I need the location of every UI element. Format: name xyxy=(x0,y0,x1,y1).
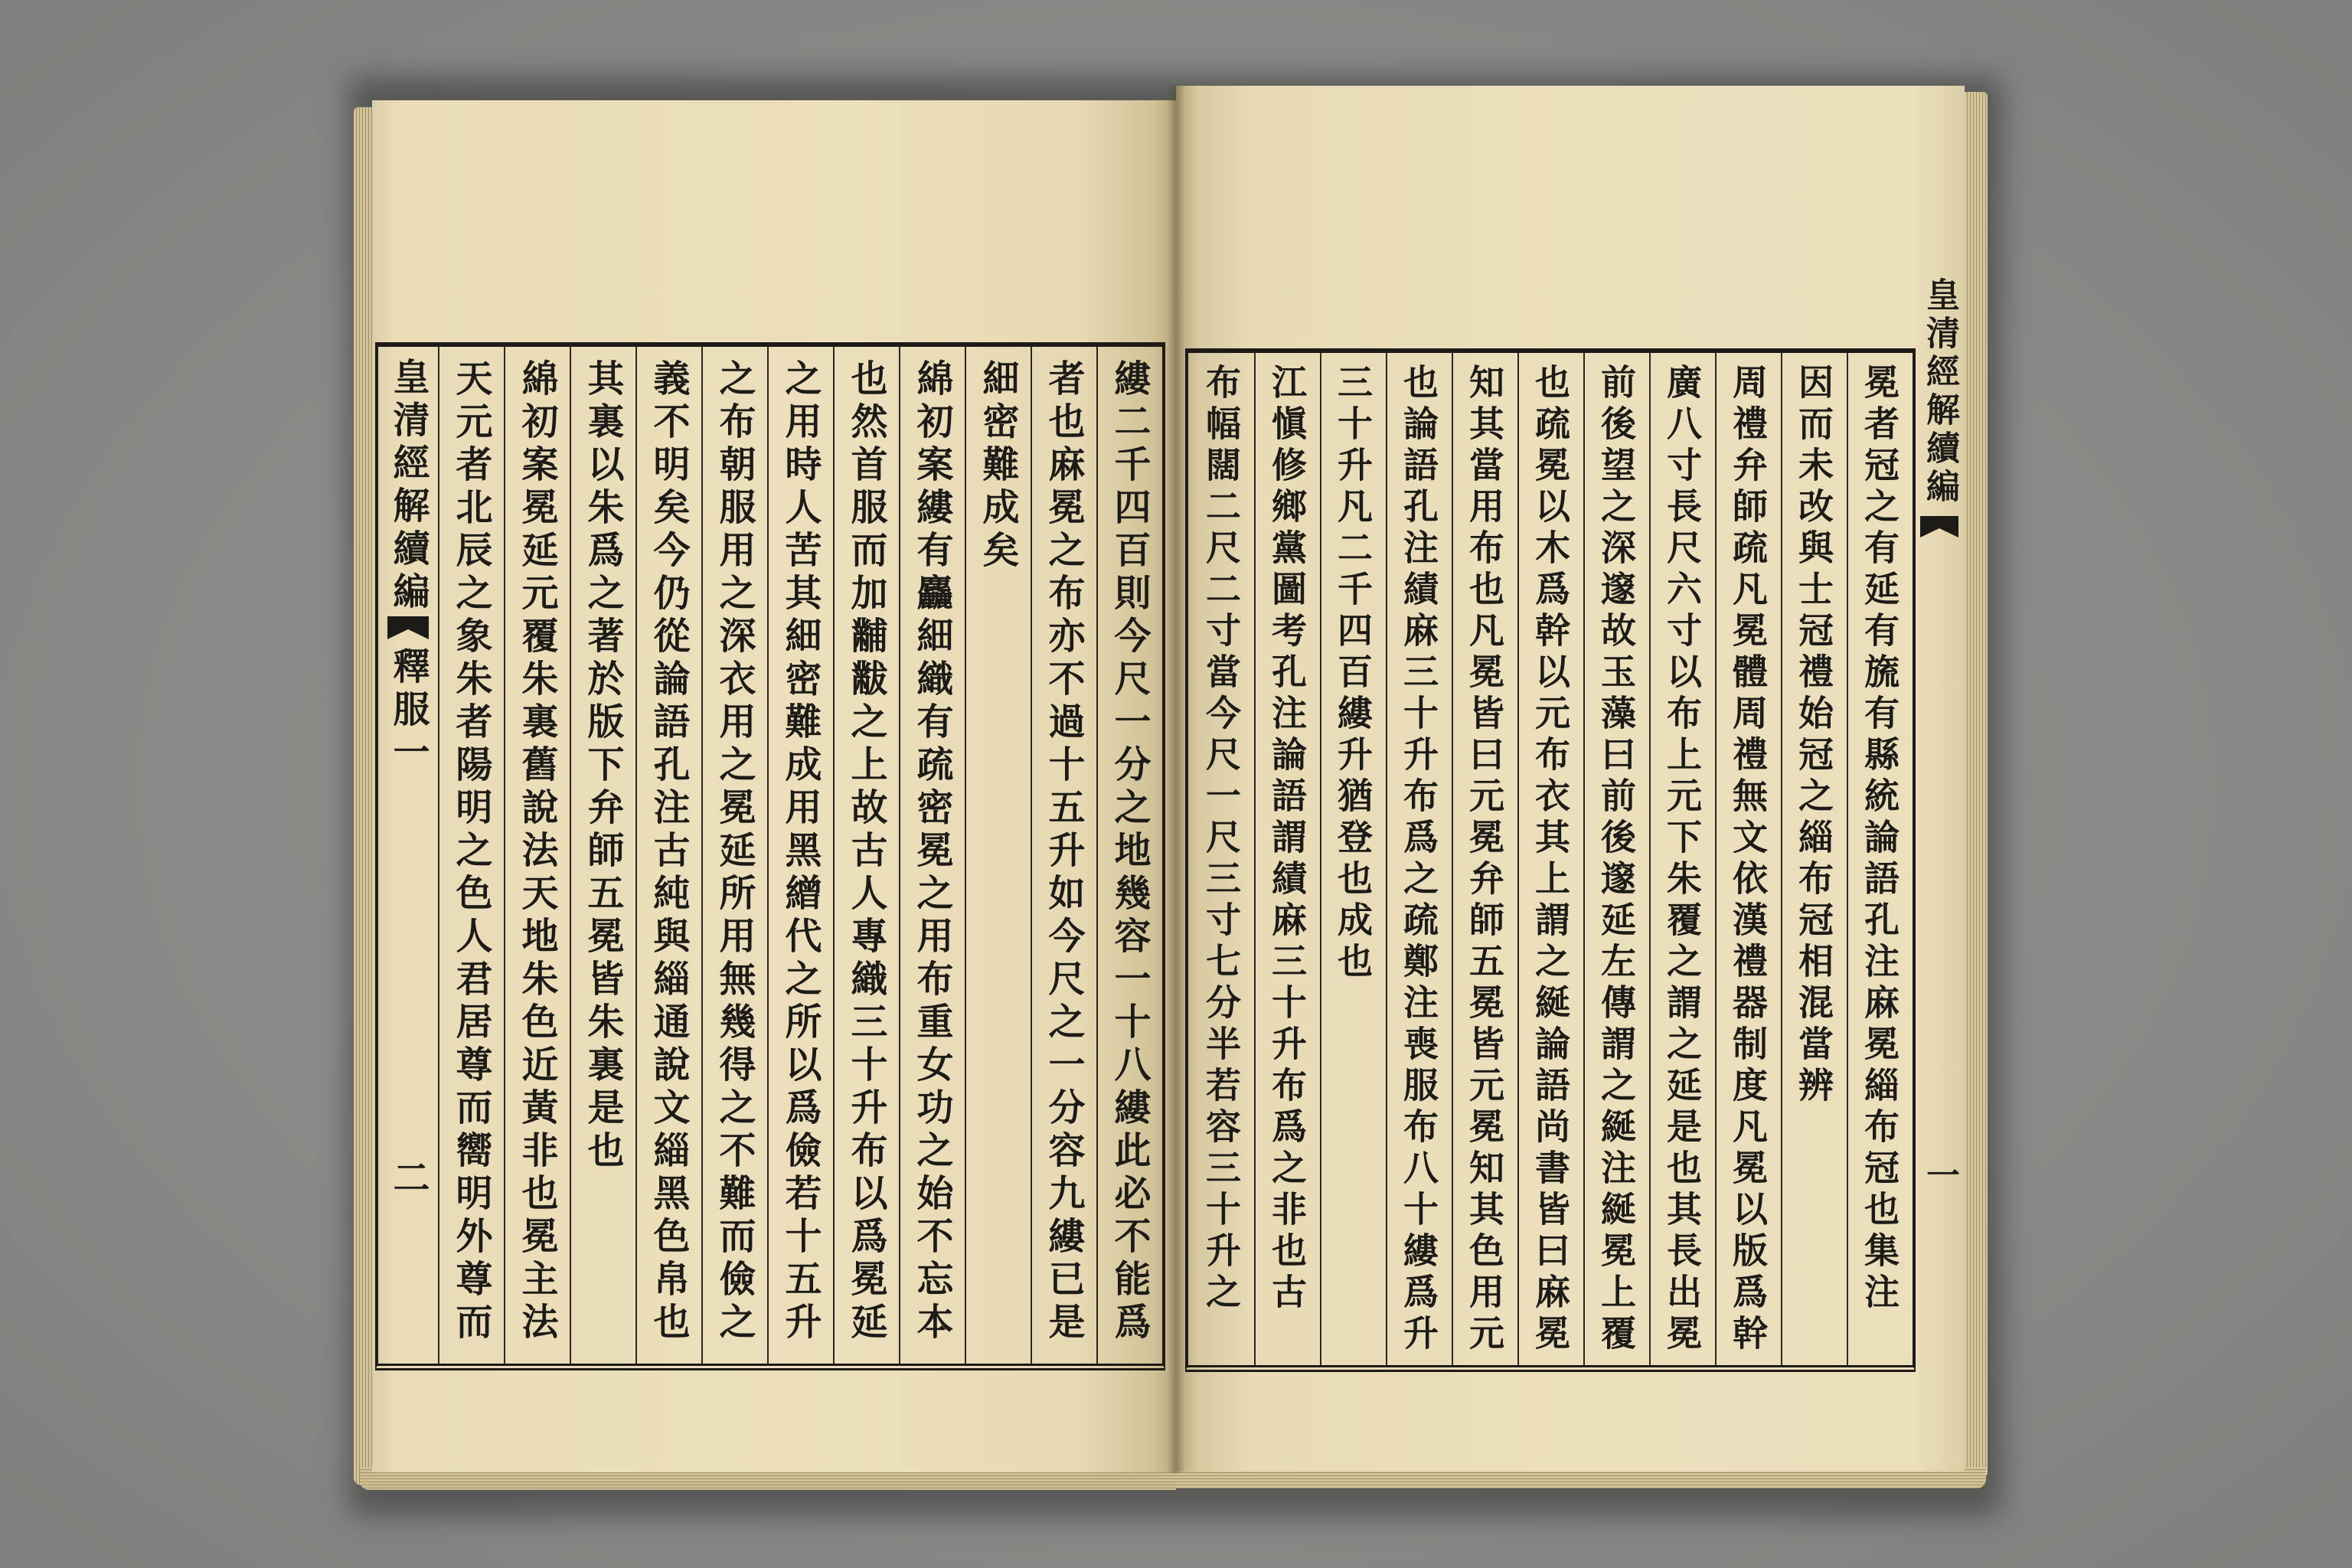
right-page-text-frame xyxy=(1185,348,1916,1372)
right-page-number: 一 xyxy=(1920,1158,1959,1196)
left-column-9: 其裏以朱爲之著於版下弁師五冕皆朱裏是也 xyxy=(570,347,635,1364)
left-column-5: 也然首服而加黼黻之上故古人專織三十升布以爲冕延 xyxy=(833,347,899,1364)
left-book-title: 皇清經解續編 xyxy=(387,358,430,615)
right-column-8: 也論語孔注績麻三十升布爲之疏鄭注喪服布八十縷爲升 xyxy=(1386,353,1452,1365)
left-column-2: 者也麻冕之布亦不過十五升如今尺之一分容九縷已是 xyxy=(1031,347,1096,1364)
left-column-1: 縷二千四百則今尺一分之地幾容一十八縷此必不能爲 xyxy=(1096,347,1162,1364)
left-column-6: 之用時人苦其細密難成用黑繒代之所以爲儉若十五升 xyxy=(767,347,833,1364)
right-fold-margin xyxy=(1916,277,1963,1372)
right-column-11: 布幅闊二尺二寸當今尺一尺三寸七分半若容三十升之 xyxy=(1200,364,1242,1315)
left-page xyxy=(372,100,1176,1472)
right-column-10: 江愼修鄉黨圖考孔注論語謂績麻三十升布爲之非也古 xyxy=(1254,353,1320,1365)
right-column-1: 冕者冠之有延有旒有縣統論語孔注麻冕緇布冠也集注 xyxy=(1847,353,1913,1365)
right-column-4: 廣八寸長尺六寸以布上元下朱覆之謂之延是也其長出冕 xyxy=(1649,353,1715,1365)
right-column-2: 因而未改與士冠禮始冠之緇布冠相混當辨 xyxy=(1781,353,1847,1365)
left-column-10: 綿初案冕延元覆朱裏舊說法天地朱色近黃非也冕主法 xyxy=(504,347,570,1364)
right-page-stack-edge xyxy=(1962,92,1988,1479)
left-section-title: 釋服一 xyxy=(387,647,430,776)
right-book-title: 皇清經解續編 xyxy=(1920,277,1959,507)
left-column-7: 之布朝服用之深衣用之冕延所用無幾得之不難而儉之 xyxy=(701,347,767,1364)
right-column-9: 三十升凡二千四百縷升猶登也成也 xyxy=(1320,353,1386,1365)
fishtail-mark-icon xyxy=(387,616,429,639)
right-column-6: 也疏冕以木爲幹以元布衣其上謂之綖論語尚書皆曰麻冕 xyxy=(1517,353,1583,1365)
left-page-text-frame xyxy=(375,342,1165,1370)
book-gutter-shadow xyxy=(1167,86,1185,1473)
left-column-4: 綿初案縷有麤細織有疏密冕之用布重女功之始不忘本 xyxy=(899,347,965,1364)
right-page xyxy=(1176,86,1965,1472)
right-column-7: 知其當用布也凡冕皆曰元冕弁師五冕皆元冕知其色用元 xyxy=(1452,353,1517,1365)
left-page-number: 二 xyxy=(387,1158,430,1201)
left-column-3: 細密難成矣 xyxy=(965,347,1031,1364)
left-fold-margin xyxy=(378,347,438,1364)
right-column-5: 前後望之深邃故玉藻曰前後邃延左傳謂之綖注綖冕上覆 xyxy=(1583,353,1649,1365)
left-column-8: 義不明矣今仍從論語孔注古純與緇通說文緇黑色帛也 xyxy=(635,347,701,1364)
left-column-11: 天元者北辰之象朱者陽明之色人君居尊而嚮明外尊而 xyxy=(438,347,504,1364)
right-column-3: 周禮弁師疏凡冕體周禮無文依漢禮器制度凡冕以版爲幹 xyxy=(1715,353,1781,1365)
fishtail-mark-icon xyxy=(1920,516,1958,537)
